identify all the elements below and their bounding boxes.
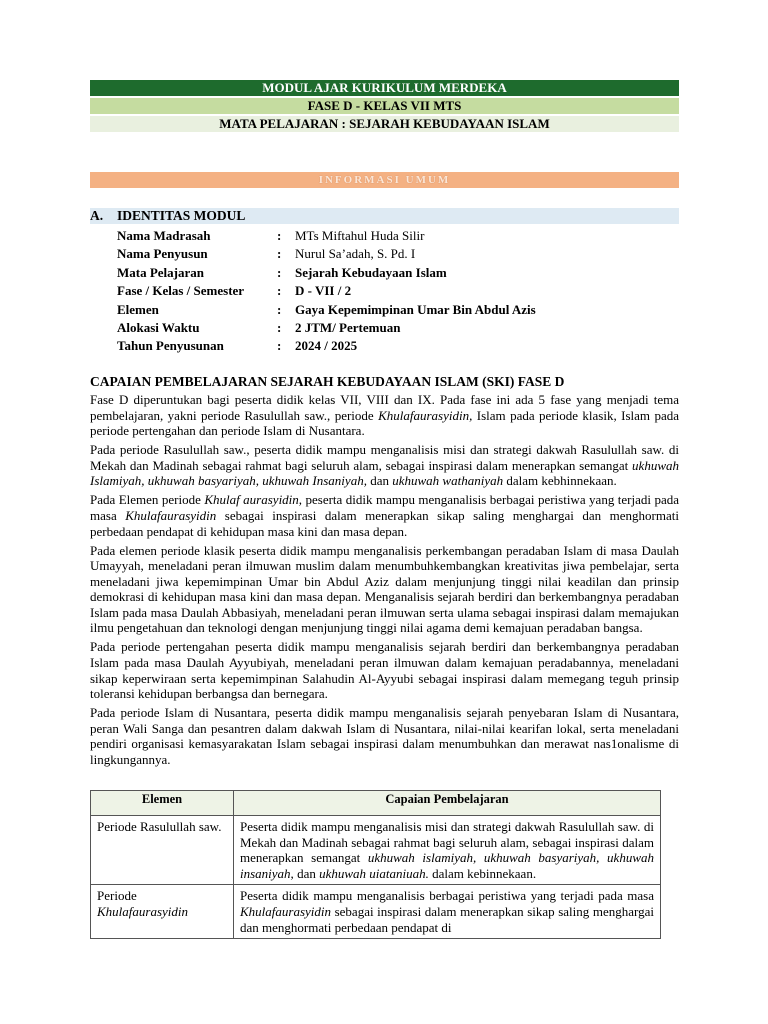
- column-header-elemen: Elemen: [91, 791, 234, 816]
- general-info-band: INFORMASI UMUM: [90, 172, 679, 188]
- capaian-body: [90, 392, 679, 771]
- identity-value: MTs Miftahul Huda Silir: [295, 228, 425, 243]
- capaian-cell: Peserta didik mampu menganalisis berbagai peristiwa yang terjadi pada masa Khulafaurasyidin sebagai inspirasi dalam menerapkan sikap saling menghargai dan menghormati perbedaan pendapat di: [234, 885, 661, 939]
- subject-band: MATA PELAJARAN : SEJARAH KEBUDAYAAN ISLAM: [90, 116, 679, 132]
- identity-colon: :: [277, 283, 282, 299]
- paragraph: Pada elemen periode klasik peserta didik mampu menganalisis perkembangan peradaban Islam di masa Daulah Umayyah, meneladani peran ilmuwan muslim dalam menumbuhkembangkan kreativitas jiwa pembelajar, serta meneladani jiwa kepemimpinan Umar bin Abdul Aziz dalam menjunjung tinggi nilai keadilan dan prinsip demokrasi di kehidupan masa kini dan masa depan. Menganalisis sejarah berdiri dan berkembangnya peradaban Islam pada masa Daulah Abbasiyah, meneladani peran ilmuwan serta ulama sebagai inspirasi dalam memajukan ilmu pengetahuan dan teknologi dengan menjunjung tinggi nilai agama demi kemajuan peradaban bangsa.: [90, 542, 679, 636]
- phase-band: FASE D - KELAS VII MTS: [90, 98, 679, 114]
- section-identitas-heading: [90, 208, 679, 224]
- identity-row: [117, 282, 655, 300]
- identity-key: Nama Penyusun: [117, 246, 208, 262]
- table-row: [91, 885, 661, 939]
- identity-row: [117, 319, 655, 337]
- identity-key: Tahun Penyusunan: [117, 338, 224, 354]
- identity-row: [117, 227, 655, 245]
- identity-colon: :: [277, 338, 282, 354]
- capaian-heading: CAPAIAN PEMBELAJARAN SEJARAH KEBUDAYAAN ISLAM (SKI) FASE D: [90, 374, 565, 389]
- identity-value: D - VII / 2: [295, 283, 352, 299]
- identity-key: Nama Madrasah: [117, 228, 211, 243]
- identity-colon: :: [277, 264, 282, 280]
- identity-value: Sejarah Kebudayaan Islam: [295, 264, 447, 280]
- identity-key: Mata Pelajaran: [117, 264, 205, 280]
- element-cell: Periode Khulafaurasyidin: [91, 885, 234, 939]
- table-row: [91, 816, 661, 885]
- element-cell: Periode Rasulullah saw.: [91, 816, 234, 885]
- identity-key: Elemen: [117, 301, 159, 317]
- identity-colon: :: [277, 319, 282, 335]
- paragraph: Fase D diperuntukan bagi peserta didik kelas VII, VIII dan IX. Pada fase ini ada 5 fase yang menjadi tema pembelajaran, yakni periode Rasulullah saw., periode Khulafaurasyidin, Islam pada periode klasik, Islam pada periode pertengahan dan periode Islam di Nusantara.: [90, 392, 679, 439]
- identity-list: [117, 227, 655, 356]
- identity-key: Alokasi Waktu: [117, 319, 200, 335]
- section-letter: A.: [90, 208, 104, 223]
- identity-row: [117, 264, 655, 282]
- paragraph: Pada periode pertengahan peserta didik mampu menganalisis sejarah berdiri dan berkembangnya peradaban Islam pada masa Daulah Ayyubiyah, meneladani peran ilmuwan dalam kemajuan peradabannya, meneladani sikap keperwiraan serta kepemimpinan Salahudin Al-Ayyubi sebagai inspirasi dalam memegang teguh prinsip toleransi kehidupan berbangsa dan bernegara.: [90, 639, 679, 702]
- capaian-cell: Peserta didik mampu menganalisis misi dan strategi dakwah Rasulullah saw. di Mekah dan Madinah sebagai rahmat bagi seluruh alam, sebagai inspirasi dalam menerapkan semangat ukhuwah islamiyah, ukhuwah basyariyah, ukhuwah insaniyah, dan ukhuwah uiataniuah. dalam kebinnekaan.: [234, 816, 661, 885]
- identity-value: Nurul Sa’adah, S. Pd. I: [295, 246, 416, 262]
- identity-row: [117, 301, 655, 319]
- paragraph: Pada periode Rasulullah saw., peserta didik mampu menganalisis misi dan strategi dakwah Rasulullah saw. di Mekah dan Madinah sebagai rahmat bagi seluruh alam, sebagai inspirasi dalam menerapkan semangat ukhuwah Islamiyah, ukhuwah basyariyah, ukhuwah Insaniyah, dan ukhuwah wathaniyah dalam kebhinnekaan.: [90, 442, 679, 489]
- identity-row: [117, 337, 655, 355]
- section-title: IDENTITAS MODUL: [117, 208, 246, 223]
- identity-row: [117, 245, 655, 263]
- column-header-capaian: Capaian Pembelajaran: [234, 791, 661, 816]
- paragraph: Pada Elemen periode Khulaf aurasyidin, peserta didik mampu menganalisis berbagai peristiwa yang terjadi pada masa Khulafaurasyidin sebagai inspirasi dalam menerapkan sikap saling menghargai dan menghormati perbedaan pendapat di kehidupan masa kini dan masa depan.: [90, 492, 679, 539]
- identity-colon: :: [277, 228, 282, 243]
- identity-value: Gaya Kepemimpinan Umar Bin Abdul Azis: [295, 301, 536, 317]
- table-header-row: [91, 791, 661, 816]
- capaian-table: [90, 790, 661, 939]
- title-band: MODUL AJAR KURIKULUM MERDEKA: [90, 80, 679, 96]
- paragraph: Pada periode Islam di Nusantara, peserta didik mampu menganalisis sejarah penyebaran Islam di Nusantara, peran Wali Sanga dan pesantren dalam dakwah Islam di Nusantara, nilai-nilai kearifan lokal, serta meneladani pendiri organisasi kemasyarakatan Islam sebagai inspirasi dalam menumbuhkan dan merawat nas1onalisme di lingkungannya.: [90, 705, 679, 768]
- identity-colon: :: [277, 246, 282, 262]
- identity-value: 2 JTM/ Pertemuan: [295, 319, 401, 335]
- identity-key: Fase / Kelas / Semester: [117, 283, 245, 299]
- identity-colon: :: [277, 301, 282, 317]
- identity-value: 2024 / 2025: [295, 338, 358, 354]
